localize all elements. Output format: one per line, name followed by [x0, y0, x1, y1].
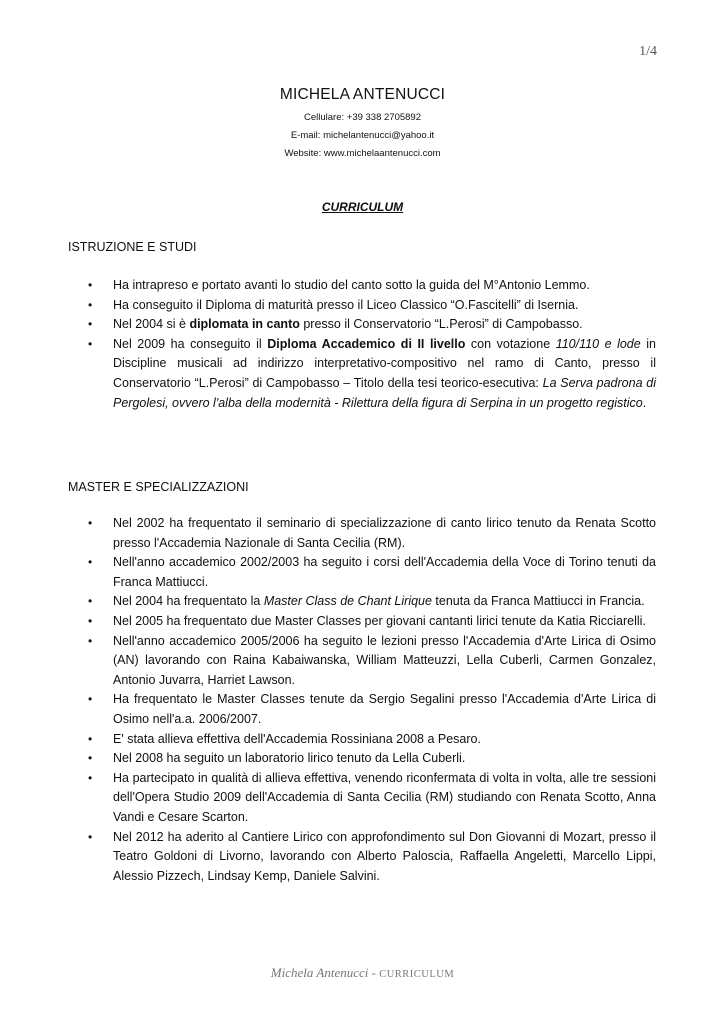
item-text: Nel 2005 ha frequentato due Master Classes per giovani cantanti lirici tenute da Katia Ricciarelli.: [113, 613, 646, 628]
item-text: in Discipline musicali ad indirizzo interpretativo-compositivo nel ramo di Canto, presso il Conservatorio “L.Perosi” di Campobasso – Titolo della tesi teorico-esecutiva:: [113, 336, 656, 390]
item-text: presso il Conservatorio “L.Perosi” di Campobasso.: [299, 317, 583, 332]
item-text: E' stata allieva effettiva dell'Accademia Rossiniana 2008 a Pesaro.: [113, 731, 481, 746]
bullet-icon: •: [88, 317, 93, 332]
bullet-icon: •: [88, 829, 93, 844]
phone-line: Cellulare: +39 338 2705892: [304, 112, 421, 123]
item-text: Nell'anno accademico 2005/2006 ha seguito le lezioni presso l'Accademia d'Arte Lirica di Osimo (AN) lavorando con Raina Kabaiwanska, William Matteuzzi, Lella Cuberli, Carmen Gonzalez, Antonio Juvarra, Harriet Lawson.: [113, 633, 656, 687]
list-item: [68, 690, 656, 729]
item-text: Nel 2012 ha aderito al Cantiere Lirico con approfondimento sul Don Giovanni di Mozart, presso il Teatro Goldoni di Livorno, lavorando con Alberto Paloscia, Raffaella Angeletti, Marcello Lippi, Alessio Pizzech, Lindsay Kemp, Daniele Salvini.: [113, 829, 656, 883]
masters-list: [68, 514, 656, 886]
bullet-icon: •: [88, 613, 93, 628]
list-item: [68, 749, 656, 769]
candidate-name: MICHELA ANTENUCCI: [279, 86, 446, 103]
masters-heading: MASTER E SPECIALIZZAZIONI: [68, 480, 249, 494]
item-italic: Master Class de Chant Lirique: [263, 594, 432, 609]
list-item: [68, 828, 656, 887]
item-text: Nel 2009 ha conseguito il: [113, 336, 268, 351]
list-item: [68, 514, 656, 553]
item-text: .: [642, 395, 647, 410]
bullet-icon: •: [88, 633, 93, 648]
bullet-icon: •: [88, 731, 93, 746]
cv-header: [0, 86, 725, 166]
list-item: [68, 730, 656, 750]
item-bold: diplomata in canto: [189, 317, 300, 332]
bullet-icon: •: [88, 770, 93, 785]
item-text: Ha frequentato le Master Classes tenute da Sergio Segalini presso l'Accademia d'Arte Lirica di Osimo nell'a.a. 2006/2007.: [113, 692, 656, 726]
list-item: [68, 276, 656, 296]
list-item: [68, 553, 656, 592]
footer-label: CURRICULUM: [379, 969, 455, 980]
item-text: Ha partecipato in qualità di allieva effettiva, venendo riconfermata di volta in volta, alle tre sessioni dell'Opera Studio 2009 dell'Accademia di Santa Cecilia (RM) studiando con Renata Scotto, Anna Vandi e Cesare Scarton.: [113, 770, 656, 824]
list-item: [68, 315, 656, 335]
website-line: Website: www.michelaantenucci.com: [284, 148, 441, 159]
bullet-icon: •: [88, 594, 93, 609]
item-bold: Diploma Accademico di II livello: [267, 336, 466, 351]
list-item: [68, 632, 656, 691]
bullet-icon: •: [88, 297, 93, 312]
bullet-icon: •: [88, 516, 93, 530]
item-text: Nell'anno accademico 2002/2003 ha seguito i corsi dell'Accademia della Voce di Torino tenuti da Franca Mattiucci.: [113, 555, 656, 589]
item-italic: 110/110 e lode: [555, 336, 641, 351]
bullet-icon: •: [88, 336, 93, 351]
item-text: con votazione: [465, 336, 556, 351]
item-text: Nel 2008 ha seguito un laboratorio lirico tenuto da Lella Cuberli.: [113, 751, 466, 766]
list-item: [68, 335, 656, 413]
item-text: Ha conseguito il Diploma di maturità presso il Liceo Classico “O.Fascitelli” di Isernia.: [113, 297, 579, 312]
item-text: Nel 2002 ha frequentato il seminario di specializzazione di canto lirico tenuto da Renata Scotto presso l'Accademia Nazionale di Santa Cecilia (RM).: [113, 516, 656, 550]
item-text: Nel 2004 si è: [113, 317, 190, 332]
item-text: Nel 2004 ha frequentato la: [113, 594, 264, 609]
page-footer: [0, 965, 725, 981]
education-list: [68, 276, 656, 413]
item-text: Ha intrapreso e portato avanti lo studio del canto sotto la guida del M°Antonio Lemmo.: [113, 278, 590, 292]
education-heading: ISTRUZIONE E STUDI: [68, 240, 197, 254]
email-line: E-mail: michelantenucci@yahoo.it: [290, 130, 435, 141]
page-number: 1/4: [639, 44, 657, 59]
list-item: [68, 612, 656, 632]
item-text: tenuta da Franca Mattiucci in Francia.: [431, 594, 645, 609]
thesis-title: La Serva padrona di Pergolesi, ovvero l'alba della modernità - Rilettura della figura di Serpina in un progetto registico: [113, 375, 656, 410]
bullet-icon: •: [88, 278, 93, 292]
list-item: [68, 296, 656, 316]
bullet-icon: •: [88, 751, 93, 766]
footer-author: Michela Antenucci -: [270, 965, 380, 980]
bullet-icon: •: [88, 555, 93, 570]
document-title: CURRICULUM: [321, 200, 404, 214]
bullet-icon: •: [88, 692, 93, 707]
list-item: [68, 769, 656, 828]
list-item: [68, 592, 656, 612]
